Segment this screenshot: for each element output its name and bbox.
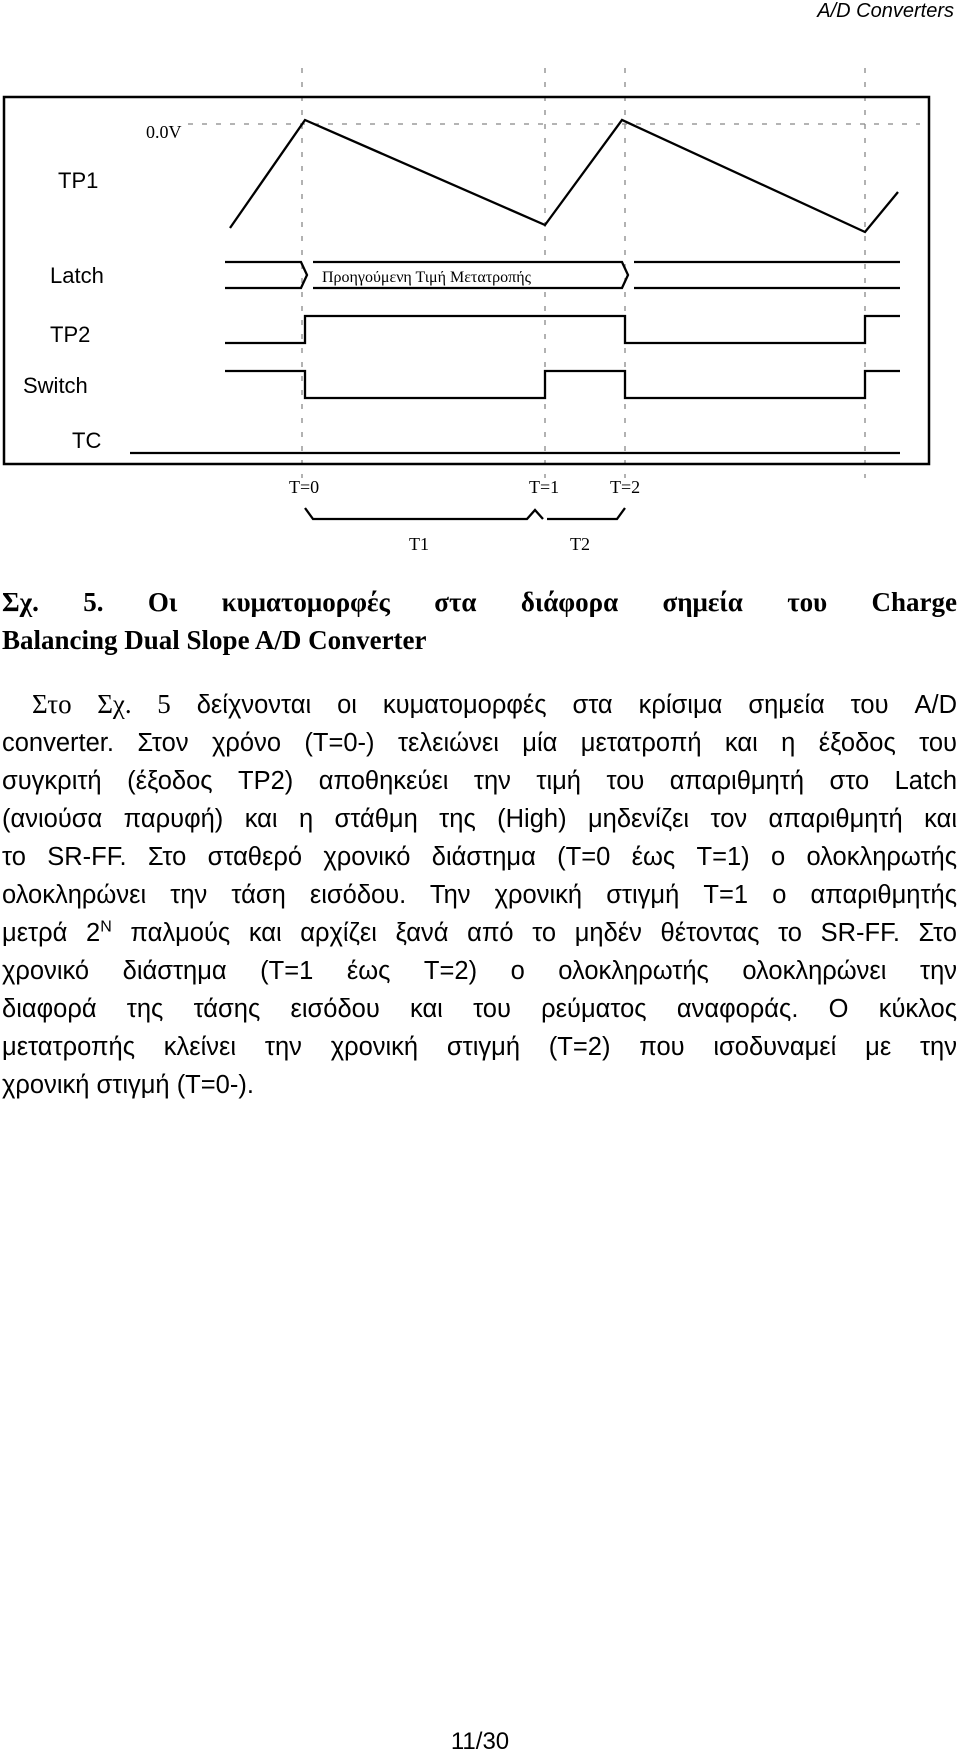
paragraph-line: (ανιούσα παρυφή) και η στάθμη της (High) μηδενίζει τον απαριθμητή και bbox=[2, 805, 957, 833]
brace-t1 bbox=[305, 508, 543, 519]
paragraph-line bbox=[2, 914, 957, 952]
caption-line-1: Σχ. 5. Οι κυματομορφές στα διάφορα σημεία του Charge bbox=[2, 587, 957, 617]
time-mark-t0: T=0 bbox=[289, 477, 320, 497]
label-switch: Switch bbox=[23, 373, 88, 398]
exponent: N bbox=[100, 918, 112, 936]
paragraph-line: μετατροπής κλείνει την χρονική στιγμή (T=2) που ισοδυναμεί με την bbox=[2, 1033, 957, 1061]
tp2-waveform bbox=[225, 316, 900, 343]
interval-t1: T1 bbox=[409, 534, 429, 554]
paragraph-line: converter. Στον χρόνο (T=0-) τελειώνει μία μετατροπή και η έξοδος του bbox=[2, 729, 957, 757]
label-tc: TC bbox=[72, 428, 102, 453]
paragraph-line: χρονική στιγμή (T=0-). bbox=[2, 1071, 254, 1099]
page-number: 11/30 bbox=[450, 1728, 510, 1755]
paragraph-text: μετρά 2 bbox=[2, 919, 101, 947]
running-header: A/D Converters bbox=[817, 0, 954, 22]
paragraph-line: ολοκληρώνει την τάση εισόδου. Την χρονική στιγμή T=1 ο απαριθμητής bbox=[2, 881, 957, 909]
paragraph-line: χρονικό διάστημα (T=1 έως T=2) ο ολοκληρωτής ολοκληρώνει την bbox=[2, 957, 957, 985]
paragraph-line: το SR-FF. Στο σταθερό χρονικό διάστημα (T=0 έως T=1) ο ολοκληρωτής bbox=[2, 843, 957, 871]
time-mark-t1: T=1 bbox=[529, 477, 560, 497]
label-tp2: TP2 bbox=[50, 322, 91, 347]
switch-waveform bbox=[225, 371, 900, 398]
brace-t2 bbox=[547, 508, 625, 519]
label-tp1: TP1 bbox=[58, 168, 99, 193]
voltage-label: 0.0V bbox=[146, 122, 182, 142]
paragraph-text: δείχνονται οι κυματομορφές στα κρίσιμα σημεία του A/D bbox=[170, 691, 957, 719]
interval-t2: T2 bbox=[570, 534, 590, 554]
figure-caption bbox=[2, 583, 957, 659]
label-latch: Latch bbox=[50, 263, 104, 288]
paragraph-line: διαφορά της τάσης εισόδου και του ρεύματος αναφοράς. Ο κύκλος bbox=[2, 995, 957, 1023]
tp1-waveform bbox=[230, 120, 898, 232]
body-paragraph bbox=[2, 685, 957, 1104]
time-mark-t2: T=2 bbox=[610, 477, 641, 497]
caption-line-2: Balancing Dual Slope A/D Converter bbox=[2, 625, 427, 655]
waveforms bbox=[130, 120, 900, 453]
paragraph-text: παλμούς και αρχίζει ξανά από το μηδέν θέτοντας το SR-FF. Στο bbox=[111, 919, 957, 947]
interval-braces bbox=[305, 508, 625, 519]
timing-diagram bbox=[0, 0, 960, 560]
paragraph-line: συγκριτή (έξοδος TP2) αποθηκεύει την τιμή του απαριθμητή στο Latch bbox=[2, 767, 957, 795]
latch-note: Προηγούμενη Τιμή Μετατροπής bbox=[322, 269, 531, 286]
paragraph-line bbox=[2, 685, 957, 724]
figure-reference: Στο Σχ. 5 bbox=[32, 689, 171, 719]
